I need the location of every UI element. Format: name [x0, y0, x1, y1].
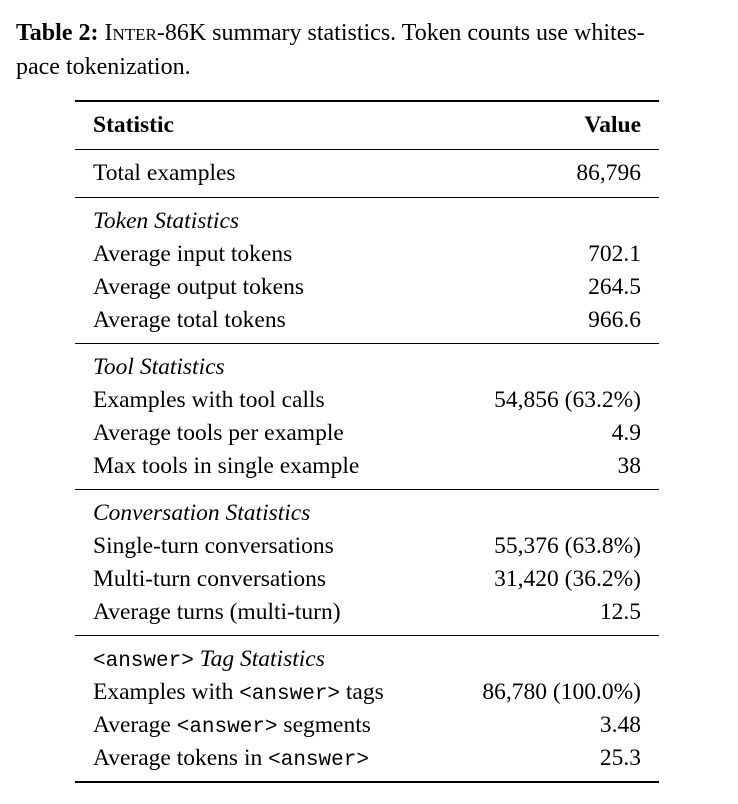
section-token-statistics — [75, 198, 659, 343]
table-row — [75, 417, 659, 450]
row-value: 86,780 (100.0%) — [482, 679, 641, 705]
row-label: Average output tokens — [93, 274, 305, 300]
row-label: Max tools in single example — [93, 453, 360, 479]
header-statistic: Statistic — [93, 112, 174, 138]
row-value: 38 — [617, 453, 641, 479]
section-tool-statistics — [75, 344, 659, 489]
caption-text: -86K summary statistics. Token counts use whites- — [156, 20, 645, 46]
table-row — [75, 304, 659, 337]
answer-tag-code: <answer> — [93, 650, 194, 673]
answer-tag-code: <answer> — [176, 716, 278, 739]
section-answer-tag-statistics — [75, 636, 659, 781]
row-label: Average tokens in <answer> — [93, 745, 369, 772]
row-label: Average input tokens — [93, 241, 293, 267]
table-header-row — [75, 102, 659, 149]
table-row — [75, 563, 659, 596]
row-label: Single-turn conversations — [93, 533, 334, 559]
caption-line-1 — [16, 16, 724, 50]
header-value: Value — [584, 112, 641, 138]
table-row — [75, 596, 659, 629]
section-title: Conversation Statistics — [93, 500, 311, 526]
table-row — [75, 271, 659, 304]
table-row-total — [75, 150, 659, 197]
row-label: Average <answer> segments — [93, 712, 371, 739]
row-value: 86,796 — [576, 160, 641, 186]
table-row — [75, 450, 659, 483]
caption-line-2: pace tokenization. — [16, 54, 191, 80]
section-title: Tool Statistics — [93, 354, 225, 380]
table-row — [75, 384, 659, 417]
row-value: 54,856 (63.2%) — [494, 387, 641, 413]
section-title-text: Tag Statistics — [193, 646, 325, 672]
row-value: 12.5 — [599, 599, 641, 625]
row-label: Examples with <answer> tags — [93, 679, 384, 706]
row-label: Average turns (multi-turn) — [93, 599, 341, 625]
section-title: Token Statistics — [93, 208, 240, 234]
row-value: 966.6 — [588, 307, 641, 333]
row-value: 702.1 — [588, 241, 641, 267]
table-row — [75, 530, 659, 563]
row-label: Examples with tool calls — [93, 387, 325, 413]
row-value: 31,420 (36.2%) — [494, 566, 641, 592]
section-conversation-statistics — [75, 490, 659, 635]
row-value: 264.5 — [588, 274, 641, 300]
caption-label: Table 2: — [16, 20, 99, 46]
row-label: Total examples — [93, 160, 236, 186]
table-row — [75, 676, 659, 709]
row-label: Average total tokens — [93, 307, 286, 333]
row-value: 25.3 — [599, 745, 641, 771]
dataset-name: Inter — [104, 20, 157, 46]
row-label: Average tools per example — [93, 420, 344, 446]
table-row — [75, 709, 659, 742]
table-row — [75, 238, 659, 271]
table-caption — [16, 16, 724, 84]
row-value: 4.9 — [611, 420, 641, 446]
row-label: Multi-turn conversations — [93, 566, 327, 592]
summary-table — [75, 100, 659, 783]
answer-tag-code: <answer> — [239, 683, 341, 706]
table-row — [75, 742, 659, 775]
row-value: 55,376 (63.8%) — [494, 533, 641, 559]
bottom-rule — [75, 781, 659, 783]
answer-tag-code: <answer> — [268, 749, 369, 772]
section-title — [75, 643, 659, 676]
row-value: 3.48 — [599, 712, 641, 738]
